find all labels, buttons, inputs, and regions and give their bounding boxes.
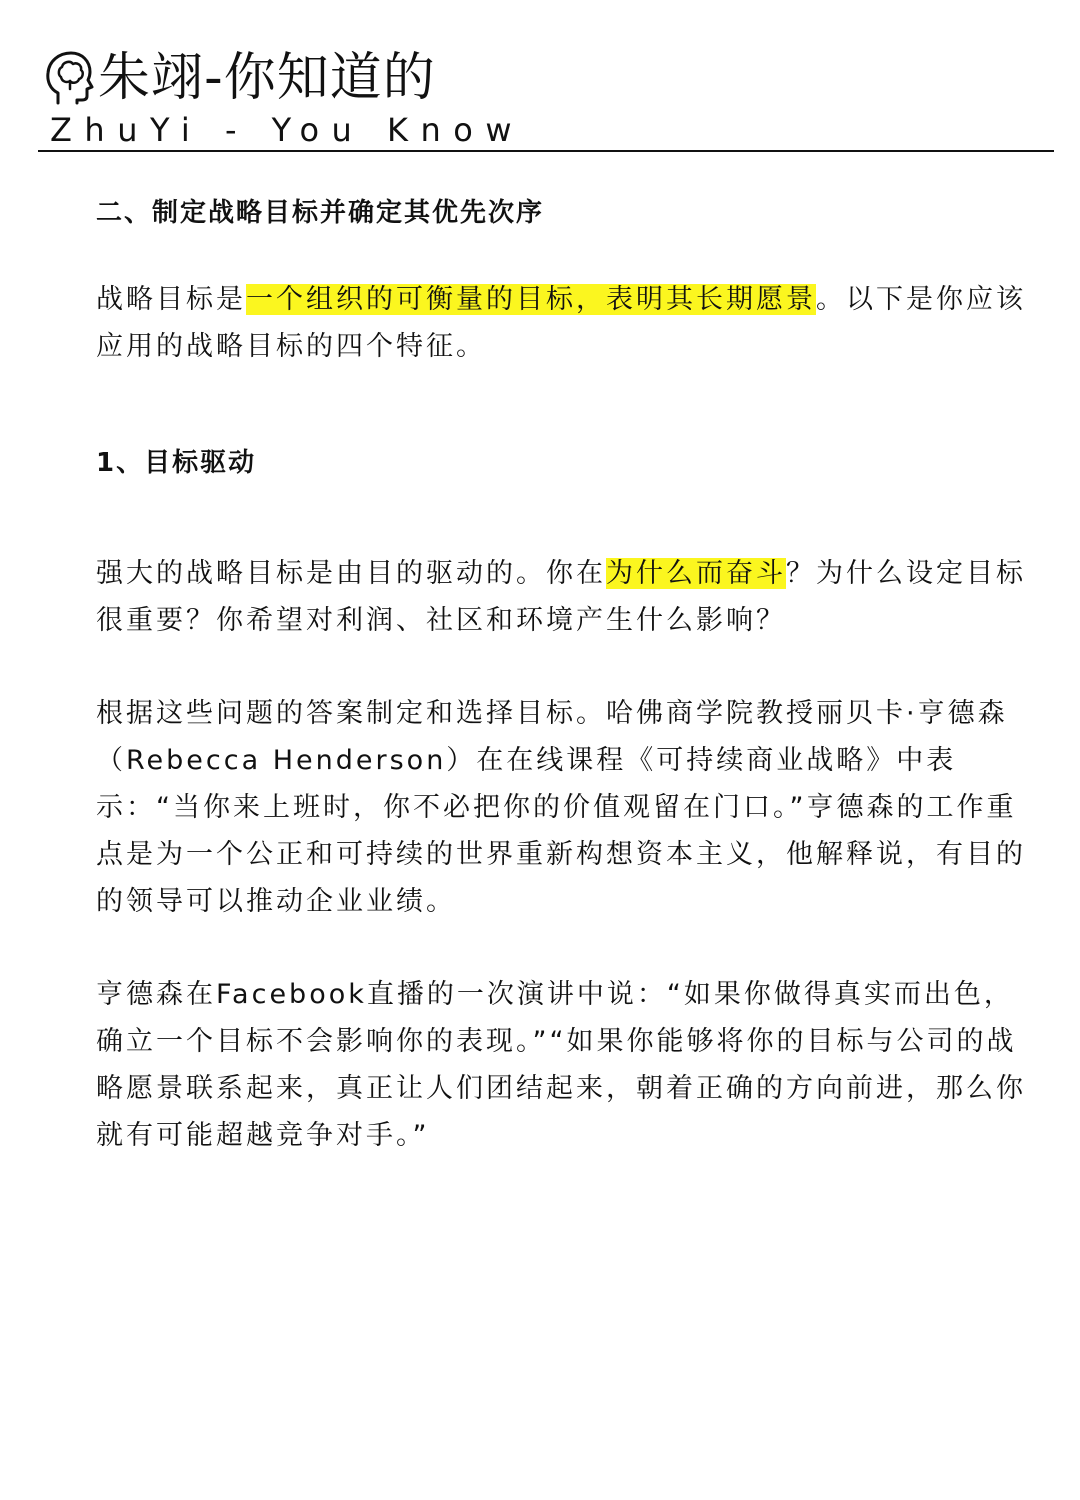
brand-row	[44, 40, 1044, 116]
section-heading: 二、制定战略目标并确定其优先次序	[96, 198, 545, 228]
intro-paragraph	[96, 276, 1026, 370]
point1-highlight: 为什么而奋斗	[606, 558, 786, 589]
point1-heading: 1、目标驱动	[96, 448, 257, 478]
brand-header	[44, 40, 1044, 148]
facebook-quote-paragraph: 亨德森在Facebook直播的一次演讲中说：“如果你做得真实而出色，确立一个目标不会影响你的表现。”“如果你能够将你的目标与公司的战略愿景联系起来，真正让人们团结起来，朝着正确的方向前进，那么你就有可能超越竞争对手。”	[96, 979, 1026, 1151]
brand-title: 朱翊-你知道的	[98, 48, 436, 108]
brand-subtitle: ZhuYi - You Know	[50, 111, 525, 149]
point1-text-pre: 强大的战略目标是由目的驱动的。你在	[96, 558, 606, 589]
intro-text-pre: 战略目标是	[96, 284, 246, 315]
point1-paragraph	[96, 550, 1026, 644]
henderson-paragraph: 根据这些问题的答案制定和选择目标。哈佛商学院教授丽贝卡·亨德森（Rebecca Henderson）在在线课程《可持续商业战略》中表示：“当你来上班时，你不必把你的价值观留在门口。”亨德森的工作重点是为一个公正和可持续的世界重新构想资本主义，他解释说，有目的的领导可以推动企业业绩。	[96, 698, 1026, 917]
intro-text-post: 。以下是你应该应用的战略目标的四个特征。	[96, 284, 1026, 362]
article-content	[96, 190, 1026, 1159]
head-profile-icon	[44, 49, 94, 107]
intro-highlight: 一个组织的可衡量的目标，表明其长期愿景	[246, 284, 816, 315]
point1-text-post: ？为什么设定目标很重要？你希望对利润、社区和环境产生什么影响？	[96, 558, 1026, 636]
header-divider	[38, 150, 1054, 152]
